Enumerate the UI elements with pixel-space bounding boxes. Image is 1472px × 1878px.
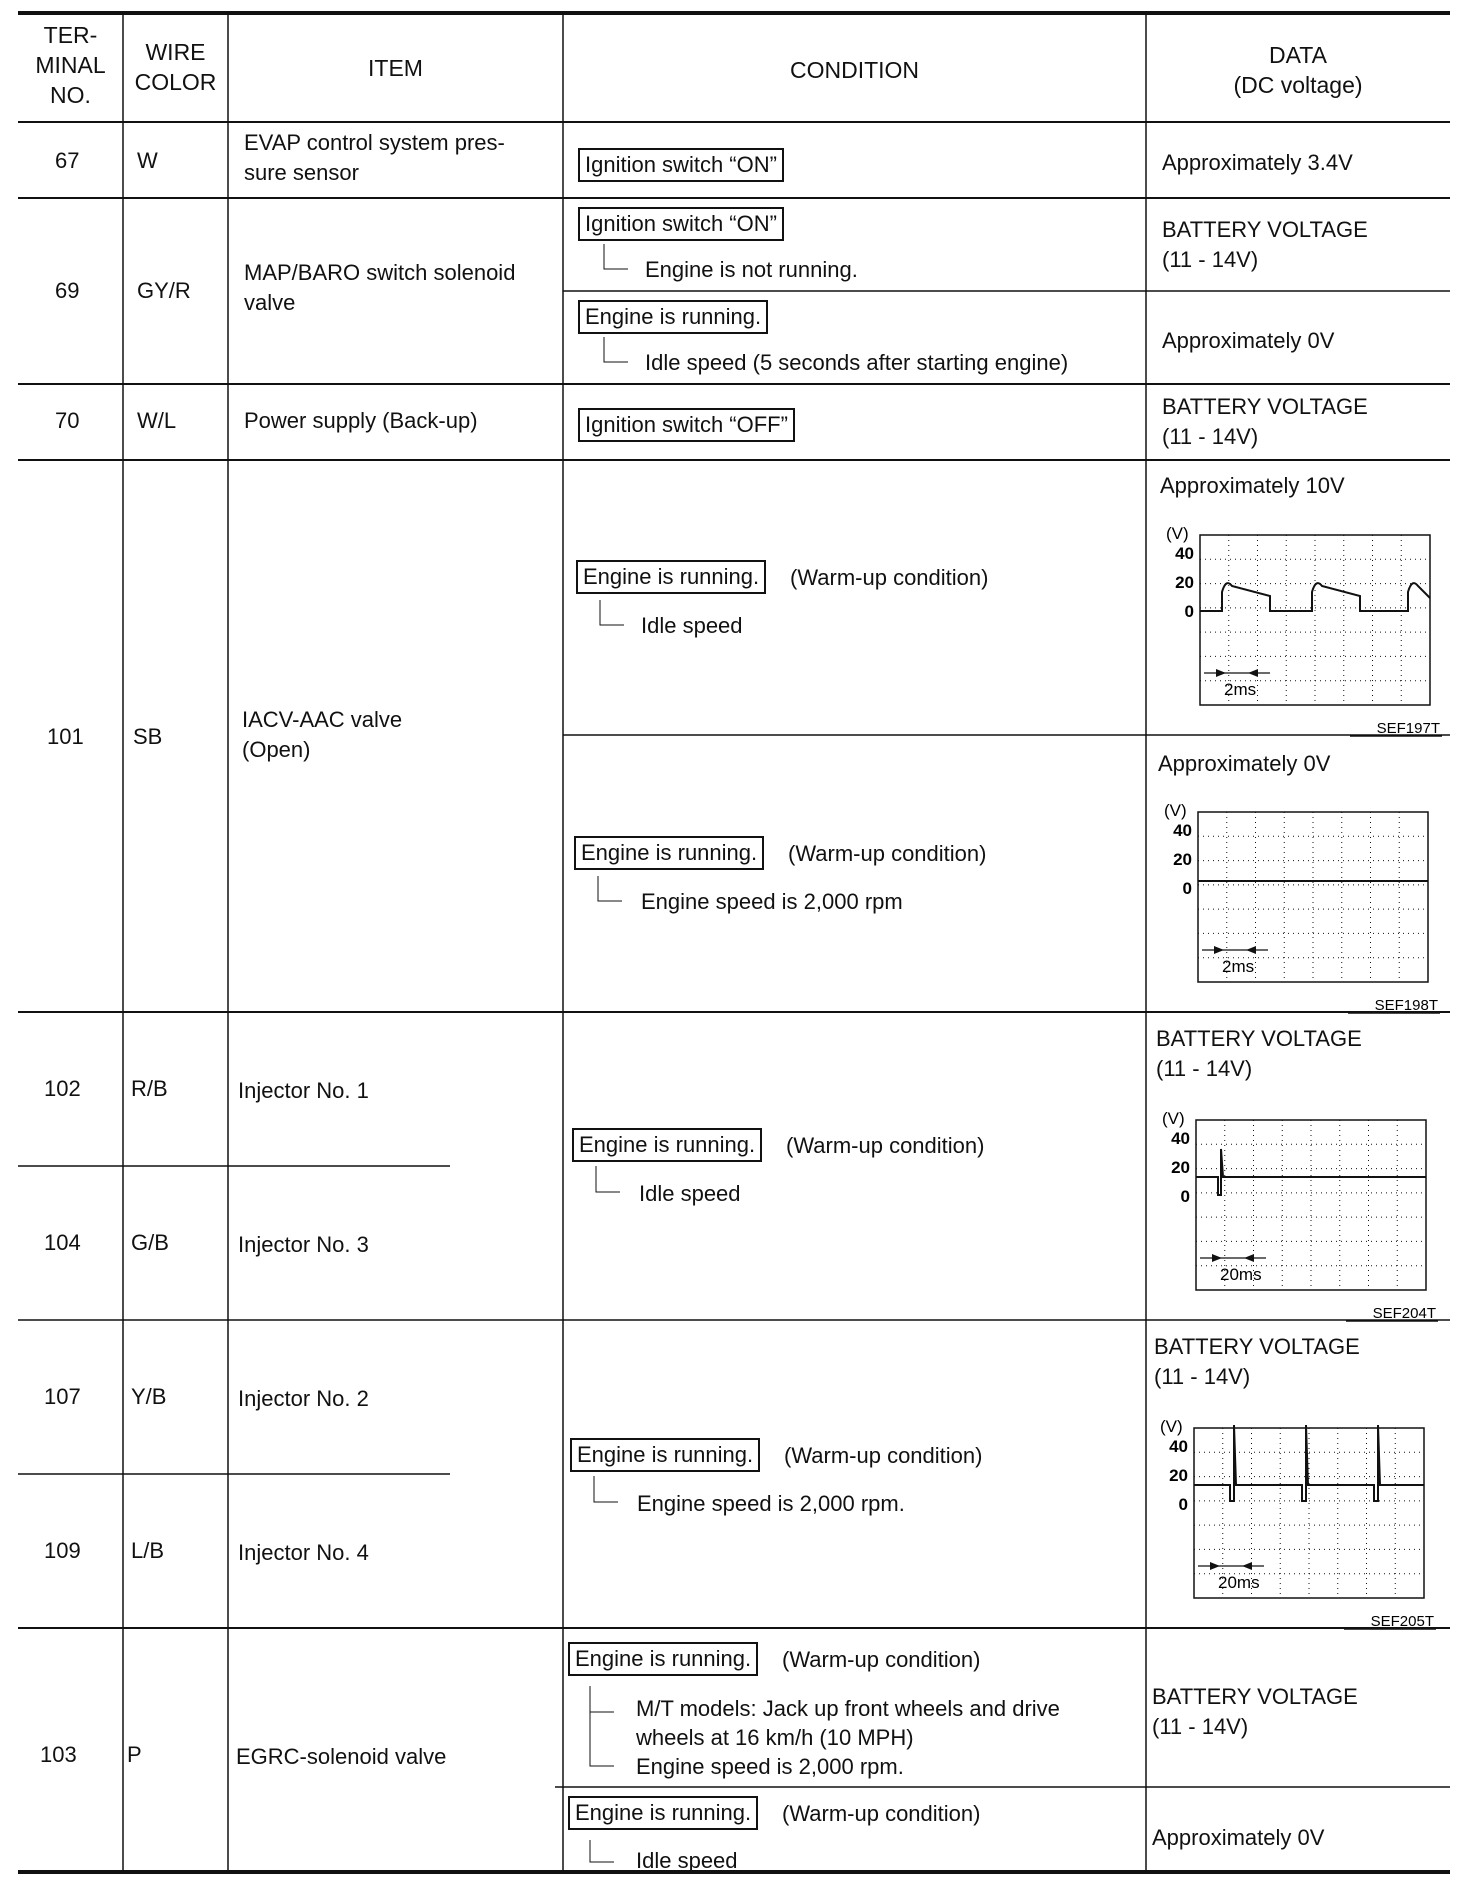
scope-tick-label: 40 bbox=[1171, 1129, 1190, 1148]
scope-code: SEF198T bbox=[1374, 997, 1438, 1014]
condition-inj-idle-note: (Warm-up condition) bbox=[786, 1133, 985, 1158]
scope-time-label: 20ms bbox=[1220, 1265, 1262, 1284]
item-101: IACV-AAC valve (Open) bbox=[242, 707, 403, 762]
terminal-101: 101 bbox=[47, 724, 84, 749]
wire-70: W/L bbox=[137, 408, 177, 433]
terminal-69: 69 bbox=[55, 278, 80, 303]
scope-sef204t bbox=[1156, 1105, 1438, 1323]
scope-code: SEF204T bbox=[1372, 1305, 1436, 1322]
item-104: Injector No. 3 bbox=[238, 1232, 369, 1257]
terminal-102: 102 bbox=[44, 1076, 81, 1101]
terminal-107: 107 bbox=[44, 1384, 81, 1409]
scope-tick-label: 0 bbox=[1182, 879, 1192, 898]
condition-103-b: Engine is running. bbox=[568, 1796, 758, 1830]
condition-inj-2000-note: (Warm-up condition) bbox=[784, 1443, 983, 1468]
scope-time-label: 20ms bbox=[1218, 1573, 1260, 1592]
scope-unit-label: (V) bbox=[1162, 1109, 1185, 1128]
data-70: BATTERY VOLTAGE (11 - 14V) bbox=[1162, 394, 1368, 449]
scope-unit-label: (V) bbox=[1164, 801, 1187, 820]
scope-trace bbox=[1200, 583, 1430, 611]
terminal-109: 109 bbox=[44, 1538, 81, 1563]
wire-107: Y/B bbox=[131, 1384, 167, 1409]
sub-condition-69-a: Engine is not running. bbox=[645, 257, 858, 282]
header-data: DATA (DC voltage) bbox=[1233, 42, 1363, 98]
item-109: Injector No. 4 bbox=[238, 1540, 369, 1565]
condition-69-a: Ignition switch “ON” bbox=[578, 207, 784, 241]
sub-condition-inj-2000: Engine speed is 2,000 rpm. bbox=[637, 1491, 905, 1516]
sub-condition-101-a: Idle speed bbox=[641, 613, 743, 638]
header-wire-color: WIRE COLOR bbox=[134, 39, 217, 95]
condition-inj-idle: Engine is running. bbox=[572, 1128, 762, 1162]
data-69-a: BATTERY VOLTAGE (11 - 14V) bbox=[1162, 217, 1368, 272]
scope-tick-label: 40 bbox=[1173, 821, 1192, 840]
item-103: EGRC-solenoid valve bbox=[236, 1744, 447, 1769]
condition-69-b: Engine is running. bbox=[578, 300, 768, 334]
sub-condition-103-b: Idle speed bbox=[636, 1848, 738, 1873]
wire-69: GY/R bbox=[137, 278, 191, 303]
scope-svg bbox=[1154, 1413, 1436, 1631]
data-69-b: Approximately 0V bbox=[1162, 328, 1335, 353]
data-inj-idle: BATTERY VOLTAGE (11 - 14V) bbox=[1156, 1026, 1362, 1081]
data-101-b: Approximately 0V bbox=[1158, 751, 1331, 776]
condition-70: Ignition switch “OFF” bbox=[578, 408, 795, 442]
condition-101-b-note: (Warm-up condition) bbox=[788, 841, 987, 866]
item-102: Injector No. 1 bbox=[238, 1078, 369, 1103]
scope-sef205t bbox=[1154, 1413, 1436, 1631]
terminal-67: 67 bbox=[55, 148, 80, 173]
condition-103-a: Engine is running. bbox=[568, 1642, 758, 1676]
scope-svg bbox=[1158, 797, 1440, 1015]
scope-time-label: 2ms bbox=[1222, 957, 1255, 976]
condition-101-a-note: (Warm-up condition) bbox=[790, 565, 989, 590]
scope-tick-label: 20 bbox=[1173, 850, 1192, 869]
item-107: Injector No. 2 bbox=[238, 1386, 369, 1411]
data-101-a: Approximately 10V bbox=[1160, 473, 1345, 498]
wire-101: SB bbox=[133, 724, 163, 749]
item-70: Power supply (Back-up) bbox=[244, 408, 478, 433]
header-terminal: TER- MINAL NO. bbox=[35, 22, 106, 108]
data-103-b: Approximately 0V bbox=[1152, 1825, 1325, 1850]
scope-code: SEF197T bbox=[1376, 720, 1440, 737]
terminal-104: 104 bbox=[44, 1230, 81, 1255]
scope-tick-label: 0 bbox=[1184, 602, 1194, 621]
sub-condition-101-b: Engine speed is 2,000 rpm bbox=[641, 889, 903, 914]
condition-103-a-note: (Warm-up condition) bbox=[782, 1647, 981, 1672]
scope-tick-label: 40 bbox=[1169, 1437, 1188, 1456]
scope-tick-label: 40 bbox=[1175, 544, 1194, 563]
wire-67: W bbox=[137, 148, 158, 173]
scope-unit-label: (V) bbox=[1160, 1417, 1183, 1436]
sub-condition-103-a: M/T models: Jack up front wheels and drive wheels at 16 km/h (10 MPH) Engine speed is 2,000 rpm. bbox=[636, 1696, 1060, 1779]
scope-tick-label: 20 bbox=[1171, 1158, 1190, 1177]
condition-inj-2000: Engine is running. bbox=[570, 1438, 760, 1472]
wire-103: P bbox=[127, 1742, 142, 1767]
scope-time-label: 2ms bbox=[1224, 680, 1257, 699]
sub-condition-69-b: Idle speed (5 seconds after starting engine) bbox=[645, 350, 1069, 375]
wire-104: G/B bbox=[131, 1230, 169, 1255]
scope-tick-label: 20 bbox=[1169, 1466, 1188, 1485]
scope-tick-label: 20 bbox=[1175, 573, 1194, 592]
wire-102: R/B bbox=[131, 1076, 168, 1101]
wire-109: L/B bbox=[131, 1538, 165, 1563]
data-67: Approximately 3.4V bbox=[1162, 150, 1353, 175]
item-69: MAP/BARO switch solenoid valve bbox=[244, 260, 516, 315]
scope-tick-label: 0 bbox=[1178, 1495, 1188, 1514]
header-condition: CONDITION bbox=[789, 57, 920, 83]
scope-svg bbox=[1156, 1105, 1438, 1323]
scope-sef198t bbox=[1158, 797, 1440, 1015]
terminal-103: 103 bbox=[40, 1742, 77, 1767]
condition-101-b: Engine is running. bbox=[574, 836, 764, 870]
header-item: ITEM bbox=[368, 55, 423, 81]
scope-sef197t bbox=[1160, 520, 1442, 738]
data-inj-2000: BATTERY VOLTAGE (11 - 14V) bbox=[1154, 1334, 1360, 1389]
scope-unit-label: (V) bbox=[1166, 524, 1189, 543]
terminal-70: 70 bbox=[55, 408, 80, 433]
scope-code: SEF205T bbox=[1370, 1613, 1434, 1630]
condition-67: Ignition switch “ON” bbox=[578, 148, 784, 182]
scope-tick-label: 0 bbox=[1180, 1187, 1190, 1206]
sub-condition-inj-idle: Idle speed bbox=[639, 1181, 741, 1206]
condition-101-a: Engine is running. bbox=[576, 560, 766, 594]
item-67: EVAP control system pres- sure sensor bbox=[244, 130, 505, 185]
condition-103-b-note: (Warm-up condition) bbox=[782, 1801, 981, 1826]
data-103-a: BATTERY VOLTAGE (11 - 14V) bbox=[1152, 1684, 1358, 1739]
scope-svg bbox=[1160, 520, 1442, 738]
